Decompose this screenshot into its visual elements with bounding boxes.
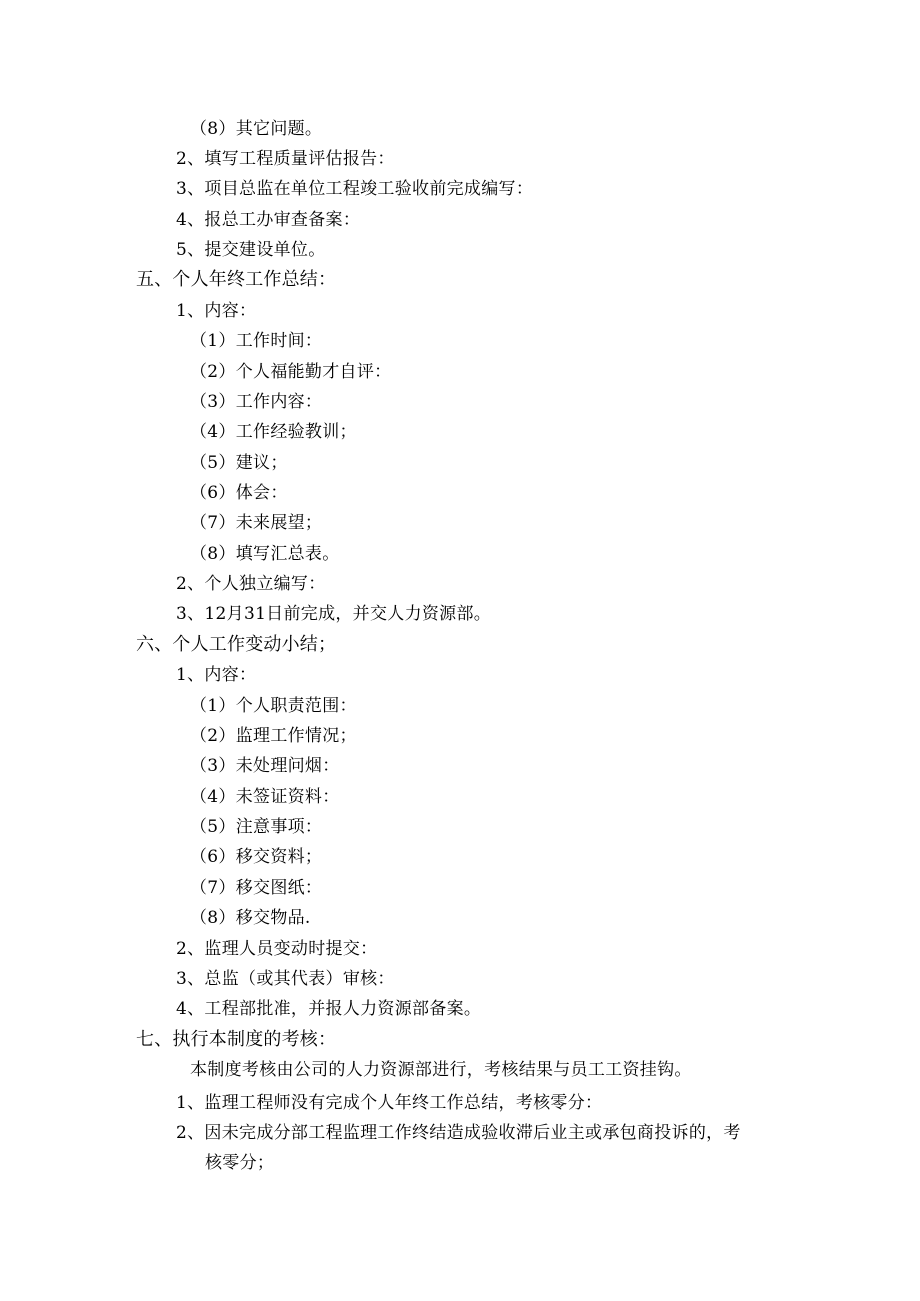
- section-heading: 五、个人年终工作总结：: [136, 269, 337, 290]
- section-heading: 七、执行本制度的考核：: [136, 1029, 337, 1050]
- section-heading: 六、个人工作变动小结；: [136, 634, 337, 655]
- paragraph: 本制度考核由公司的人力资源部进行，考核结果与员工工资挂钩。: [190, 1060, 692, 1080]
- list-item: 2、监理人员变动时提交：: [176, 939, 378, 959]
- list-item: （2）监理工作情况；: [190, 726, 357, 746]
- list-item: （4）未签证资料：: [190, 787, 340, 807]
- list-item: 2、填写工程质量评估报告：: [176, 149, 395, 169]
- list-item: （2）个人福能勤才自评：: [190, 362, 392, 382]
- list-item: （4）工作经验教训；: [190, 422, 357, 442]
- list-item-continuation: 核零分；: [205, 1153, 275, 1173]
- list-item: （8）填写汇总表。: [190, 544, 340, 564]
- list-item: （5）注意事项：: [190, 817, 323, 837]
- list-item: （1）个人职责范围：: [190, 696, 357, 716]
- list-item: 1、监理工程师没有完成个人年终工作总结，考核零分：: [176, 1093, 603, 1113]
- list-item: （3）未处理问烟：: [190, 756, 340, 776]
- list-item: （6）体会：: [190, 483, 288, 503]
- list-item: 3、12月31日前完成，并交人力资源部。: [176, 604, 492, 624]
- list-item: （8）其它问题。: [190, 119, 323, 139]
- list-item: 3、项目总监在单位工程竣工验收前完成编写：: [176, 179, 534, 199]
- list-item: （7）移交图纸：: [190, 878, 323, 898]
- list-item: （7）未来展望；: [190, 513, 323, 533]
- list-item: （5）建议；: [190, 453, 288, 473]
- list-item: （6）移交资料；: [190, 847, 323, 867]
- list-item: 2、因未完成分部工程监理工作终结造成验收滞后业主或承包商投诉的，考: [176, 1123, 741, 1143]
- list-item: 2、个人独立编写：: [176, 574, 326, 594]
- list-item: 4、报总工办审查备案：: [176, 210, 361, 230]
- list-item: 3、总监（或其代表）审核：: [176, 969, 395, 989]
- list-item: 1、内容：: [176, 665, 257, 685]
- list-item: 5、提交建设单位。: [176, 240, 326, 260]
- list-item: 4、工程部批准，并报人力资源部备案。: [176, 999, 482, 1019]
- list-item: （3）工作内容：: [190, 392, 323, 412]
- list-item: （1）工作时间：: [190, 331, 323, 351]
- list-item: 1、内容：: [176, 301, 257, 321]
- list-item: （8）移交物品.: [190, 908, 311, 928]
